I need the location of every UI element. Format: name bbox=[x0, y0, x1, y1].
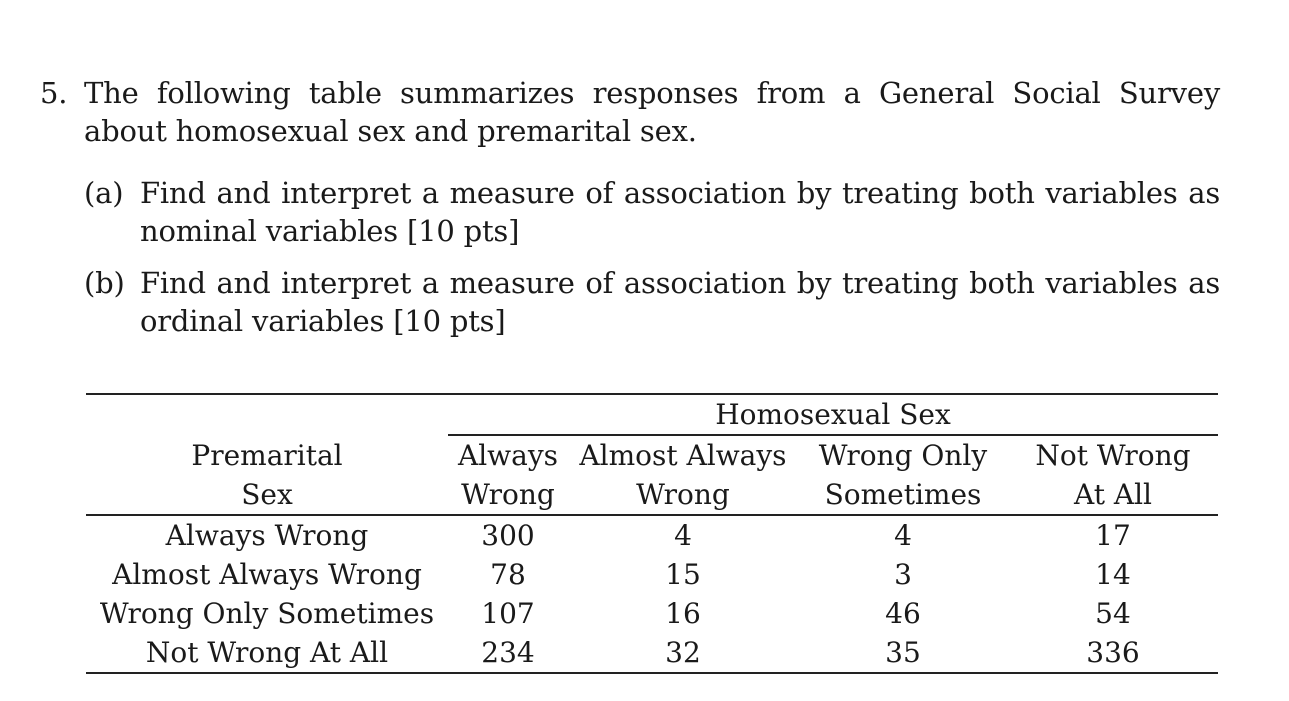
part-a bbox=[84, 174, 1220, 250]
table-cell: 107 bbox=[481, 597, 535, 630]
column-header-not-wrong-at-all-line-2: At All bbox=[1073, 478, 1152, 511]
column-header-almost-always-wrong-line-2: Wrong bbox=[636, 478, 730, 511]
table-cell: 3 bbox=[894, 558, 912, 591]
column-header-wrong-only-sometimes-line-2: Sometimes bbox=[824, 478, 982, 511]
part-b bbox=[84, 264, 1220, 340]
table-row bbox=[86, 633, 1218, 673]
row-header-line-2: Sex bbox=[241, 478, 293, 511]
table-header-row-1 bbox=[86, 435, 1218, 475]
part-b-label: (b) bbox=[84, 266, 125, 300]
problem-5 bbox=[40, 74, 1220, 354]
row-label-not-wrong-at-all: Not Wrong At All bbox=[145, 636, 389, 669]
table-cell: 300 bbox=[481, 519, 535, 552]
problem-statement bbox=[40, 74, 1220, 150]
column-header-always-wrong-line-1: Always bbox=[457, 439, 559, 472]
table-cell: 17 bbox=[1095, 519, 1131, 552]
row-label-wrong-only-sometimes: Wrong Only Sometimes bbox=[99, 597, 435, 630]
problem-text: The following table summarizes responses from a General Social Survey about homosexual sex and premarital sex. bbox=[84, 76, 1220, 148]
table-row bbox=[86, 555, 1218, 594]
table-cell: 4 bbox=[674, 519, 692, 552]
table-cell: 14 bbox=[1095, 558, 1131, 591]
table-cell: 54 bbox=[1095, 597, 1131, 630]
table-cell: 15 bbox=[665, 558, 701, 591]
problem-parts bbox=[84, 174, 1220, 340]
column-group-header: Homosexual Sex bbox=[448, 394, 1218, 435]
column-header-not-wrong-at-all-line-1: Not Wrong bbox=[1035, 439, 1191, 472]
table-cell: 46 bbox=[885, 597, 921, 630]
row-label-almost-always-wrong: Almost Always Wrong bbox=[112, 558, 422, 591]
part-a-label: (a) bbox=[84, 176, 124, 210]
problem-number: 5. bbox=[40, 76, 68, 110]
table-cell: 16 bbox=[665, 597, 701, 630]
empty-corner bbox=[86, 394, 448, 435]
table-cell: 78 bbox=[490, 558, 526, 591]
row-header-line-1: Premarital bbox=[191, 438, 343, 472]
table-cell: 32 bbox=[665, 636, 701, 669]
part-b-text: Find and interpret a measure of association by treating both variables as ordinal variables [10 pts] bbox=[140, 266, 1220, 338]
table-header-row-2 bbox=[86, 475, 1218, 515]
column-header-almost-always-wrong-line-1: Almost Always bbox=[579, 439, 787, 472]
part-a-text: Find and interpret a measure of association by treating both variables as nominal variables [10 pts] bbox=[140, 176, 1220, 248]
contingency-table bbox=[86, 393, 1218, 674]
row-label-always-wrong: Always Wrong bbox=[165, 519, 369, 552]
table-cell: 4 bbox=[894, 519, 912, 552]
table-cell: 336 bbox=[1086, 636, 1140, 669]
contingency-table-container bbox=[86, 393, 1218, 674]
column-header-wrong-only-sometimes-line-1: Wrong Only bbox=[818, 439, 988, 472]
table-row bbox=[86, 594, 1218, 633]
column-header-always-wrong-line-2: Wrong bbox=[461, 478, 555, 511]
table-row bbox=[86, 515, 1218, 555]
table-group-header-row bbox=[86, 394, 1218, 435]
table-cell: 35 bbox=[885, 636, 921, 669]
table-cell: 234 bbox=[481, 636, 535, 669]
